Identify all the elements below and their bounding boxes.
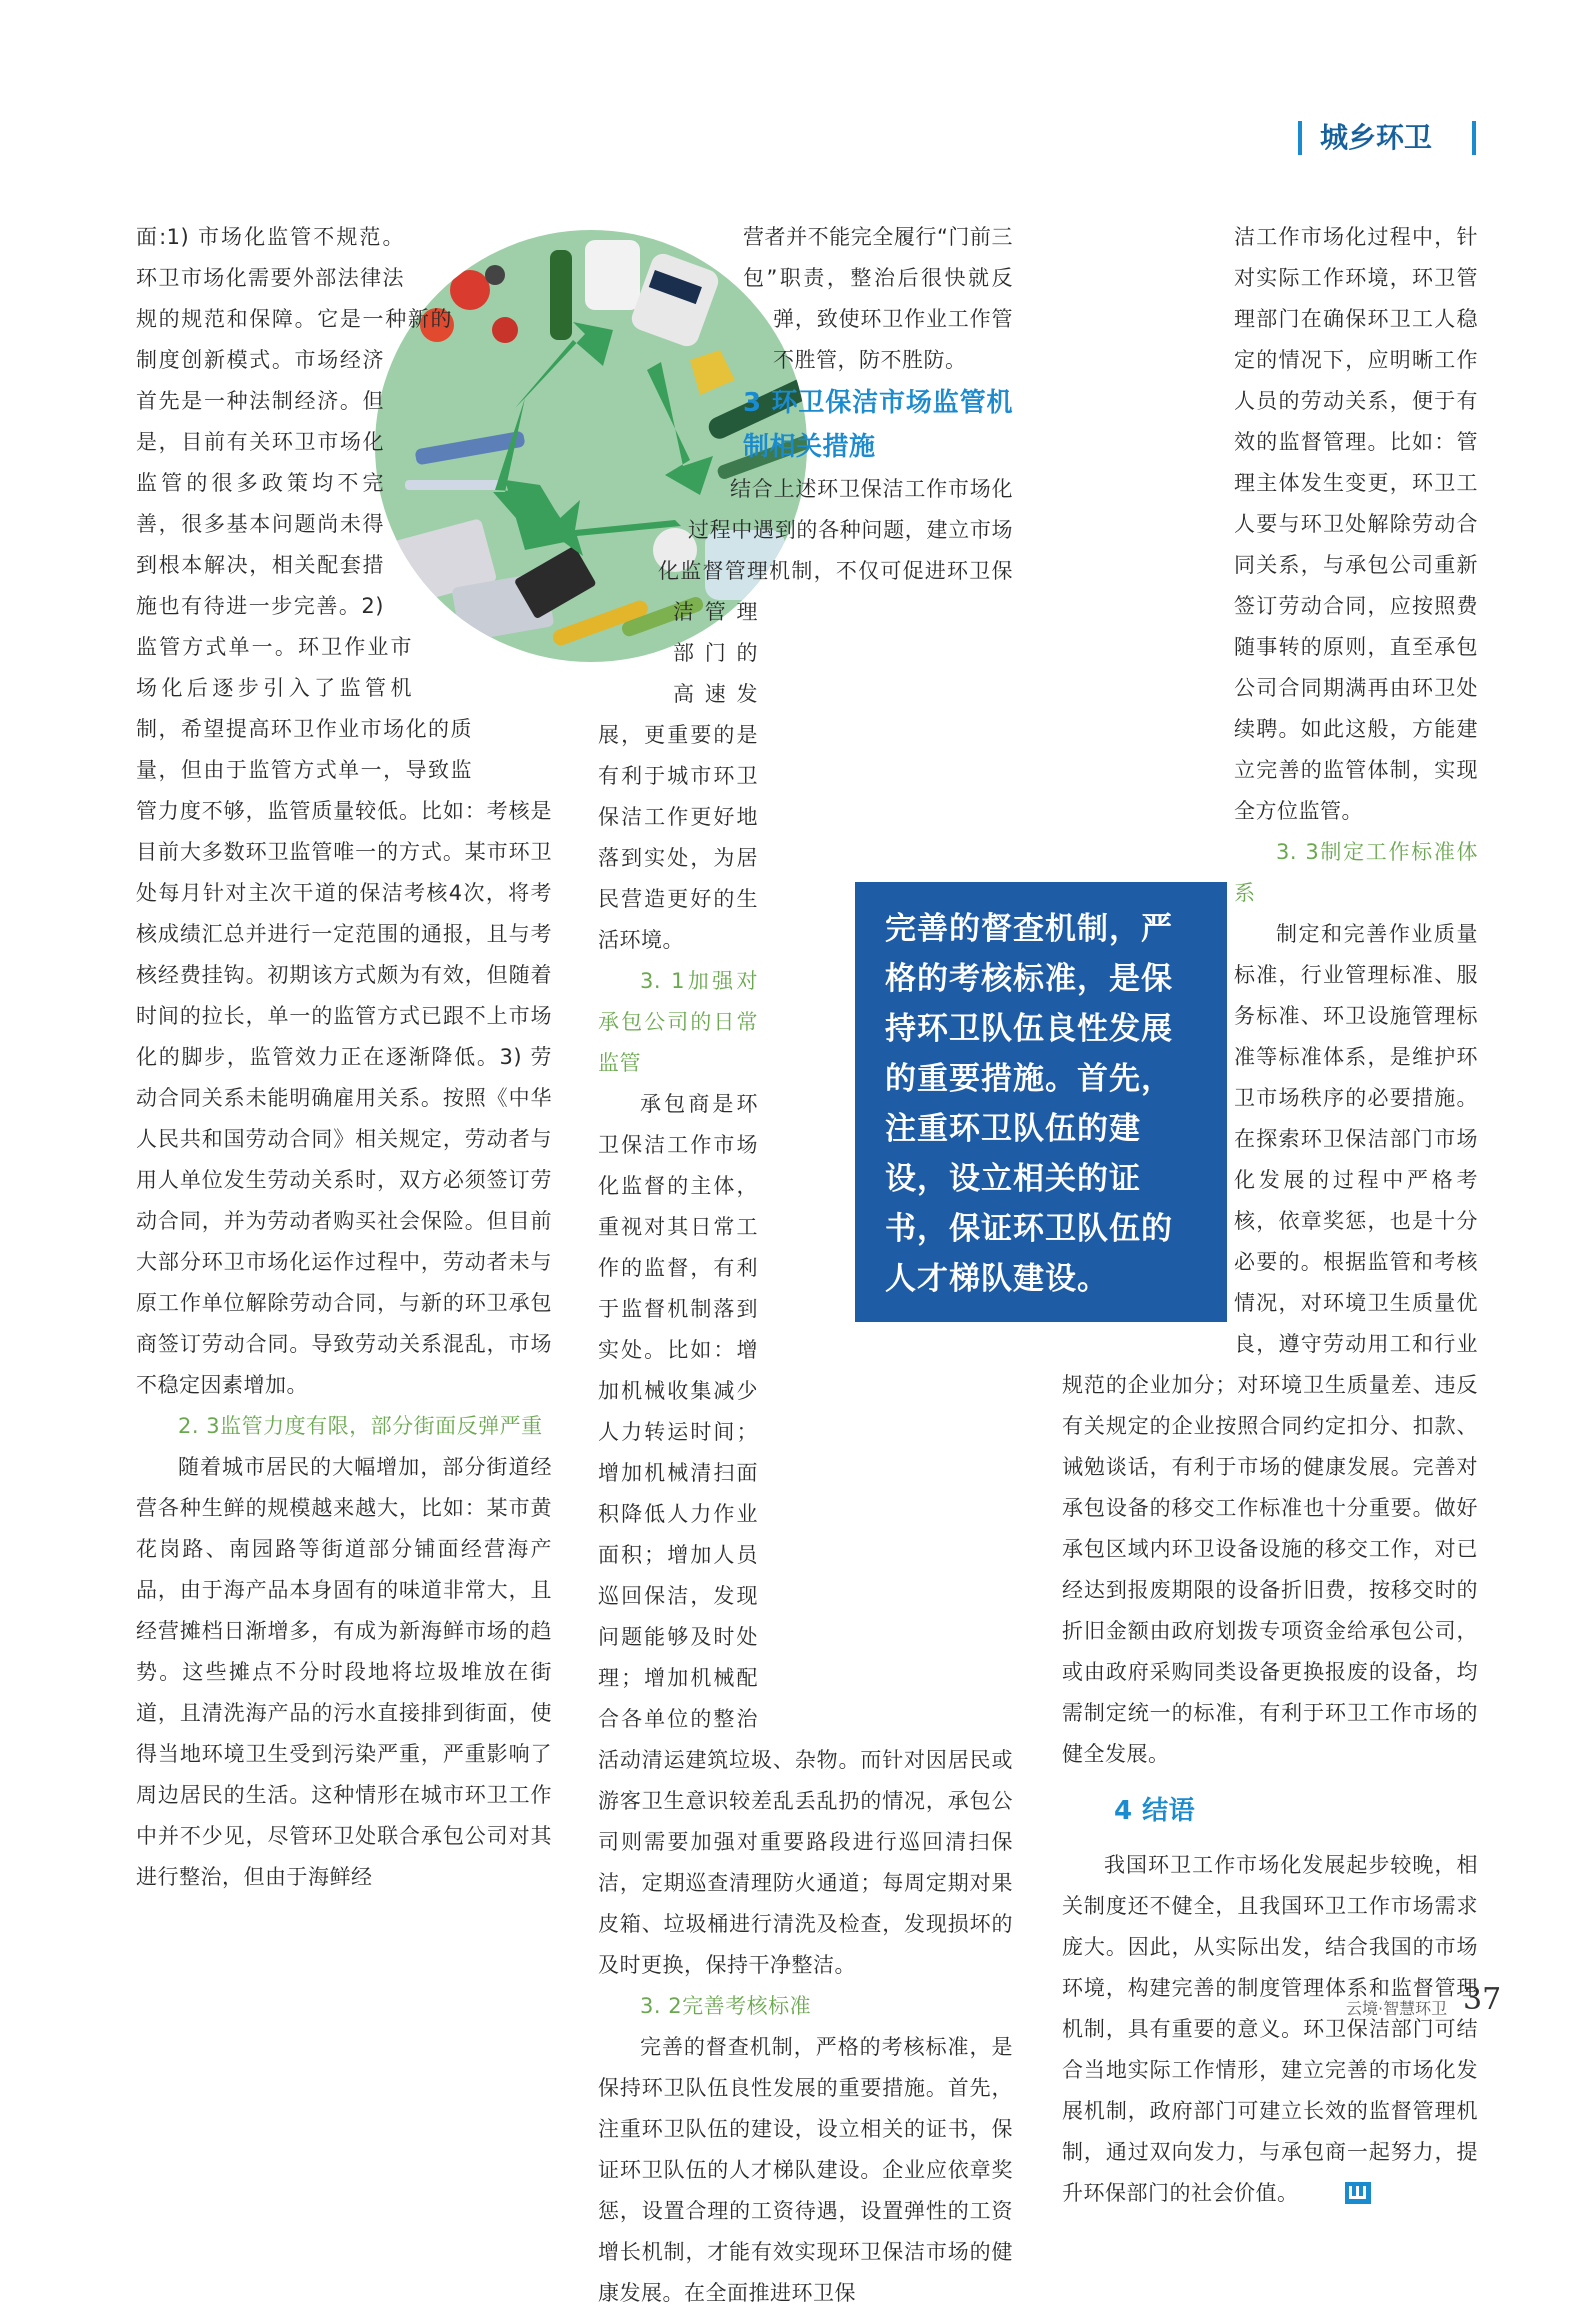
heading-2-3: 2. 3监管力度有限，部分街面反弹严重 — [178, 1414, 543, 1438]
col2-paragraph-2: 承包商是环卫保洁工作市场化监督的主体，重视对其日常工作的监督，有利于监督机制落到实处。比如：增加机械收集减少人力转运时间；增加机械清扫面积降低人力作业面积；增加人员巡回保洁，发现问题能够及时处理；增加机械配合各单位的整治活动清运建筑垃圾、杂物。而针对因居民或游客卫生意识较差乱丢乱扔的情况，承包公司则需要加强对重要路段进行巡回清扫保洁，定期巡查清理防火通道；每周定期对果皮箱、垃圾桶进行清洗及检查，发现损坏的及时更换，保持干净整洁。 — [598, 1092, 1013, 1977]
col1-paragraph-2: 随着城市居民的大幅增加，部分街道经营各种生鲜的规模越来越大，比如：某市黄花岗路、南园路等街道部分铺面经营海产品，由于海产品本身固有的味道非常大，且经营摊档日渐增多，有成为新海鲜市场的趋势。这些摊点不分时段地将垃圾堆放在街道，且清洗海产品的污水直接排到街面，使得当地环境卫生受到污染严重，严重影响了周边居民的生活。这种情形在城市环卫工作中并不少见，尽管环卫处联合承包公司对其进行整治，但由于海鲜经 — [136, 1455, 552, 1889]
col3-paragraph-2: 我国环卫工作市场化发展起步较晚，相关制度还不健全，且我国环卫工作市场需求庞大。因此，从实际出发，结合我国的市场环境，构建完善的制度管理体系和监督管理机制，具有重要的意义。环卫保洁部门可结合当地实际工作情形，建立完善的市场化发展机制，政府部门可建立长效的监督管理机制，通过双向发力，与承包商一起努力，提升环保部门的社会价值。 — [1062, 1845, 1478, 2218]
heading-3-3: 3. 3制定工作标准体系 — [1234, 840, 1478, 905]
col3-paragraph-0: 洁工作市场化过程中，针对实际工作环境，环卫管理部门在确保环卫工人稳定的情况下，应明晰工作人员的劳动关系，便于有效的监督管理。比如：管理主体发生变更，环卫工人要与环卫处解除劳动合同关系，与承包公司重新签订劳动合同，应按照费随事转的原则，直至承包公司合同期满再由环卫处续聘。如此这般，方能建立完善的监管体制，实现全方位监管。 — [1234, 225, 1478, 823]
col2-paragraph-1: 结合上述环卫保洁工作市场化过程中遇到的各种问题，建立市场化监督管理机制，不仅可促进环卫保洁管理部门的高速发展，更重要的是有利于城市环卫保洁工作更好地落到实处，为居民营造更好的生活环境。 — [598, 477, 1013, 952]
heading-3-2: 3. 2完善考核标准 — [640, 1994, 812, 2018]
column-3 — [1062, 217, 1478, 2218]
pull-quote: 完善的督查机制，严格的考核标准，是保持环卫队伍良性发展的重要措施。首先，注重环卫队伍的建设，设立相关的证书，保证环卫队伍的人才梯队建设。 — [855, 882, 1227, 1322]
section-title: 城乡环卫 — [1320, 121, 1433, 154]
heading-3: 3 环卫保洁市场监管机制相关措施 — [743, 388, 1013, 462]
page-footer — [1346, 1982, 1506, 2026]
col1-paragraph-1: 面:1) 市场化监管不规范。环卫市场化需要外部法律法规的规范和保障。它是一种新的制度创新模式。市场经济首先是一种法制经济。但是，目前有关环卫市场化监管的很多政策均不完善，很多基本问题尚未得到根本解决，相关配套措施也有待进一步完善。2) 监管方式单一。环卫作业市场化后逐步引入了监管机制，希望提高环卫作业市场化的质量，但由于监管方式单一，导致监管力度不够，监管质量较低。比如：考核是目前大多数环卫监管唯一的方式。某市环卫处每月针对主次干道的保洁考核4次，将考核成绩汇总并进行一定范围的通报，且与考核经费挂钩。初期该方式颇为有效，但随着时间的拉长，单一的监管方式已跟不上市场化的脚步，监管效力正在逐渐降低。3) 劳动合同关系未能明确雇用关系。按照《中华人民共和国劳动合同》相关规定，劳动者与用人单位发生劳动关系时，双方必须签订劳动合同，并为劳动者购买社会保险。但目前大部分环卫市场化运作过程中，劳动者未与原工作单位解除劳动合同，与新的环卫承包商签订劳动合同。导致劳动关系混乱，市场不稳定因素增加。 — [136, 225, 552, 1397]
column-1 — [136, 217, 552, 1898]
col3-paragraph-1: 制定和完善作业质量标准，行业管理标准、服务标准、环卫设施管理标准等标准体系，是维护环卫市场秩序的必要措施。在探索环卫保洁部门市场化发展的过程中严格考核，依章奖惩，也是十分必要的。根据监管和考核情况，对环境卫生质量优良，遵守劳动用工和行业规范的企业加分；对环境卫生质量差、违反有关规定的企业按照合同约定扣分、扣款、诫勉谈话，有利于市场的健康发展。完善对承包设备的移交工作标准也十分重要。做好承包区域内环卫设备设施的移交工作，对已经达到报废期限的设备折旧费，按移交时的折旧金额由政府划拨专项资金给承包公司，或由政府采购同类设备更换报废的设备，均需制定统一的标准，有利于环卫工作市场的健全发展。 — [1062, 922, 1478, 1766]
heading-4: 4 结语 — [1114, 1796, 1196, 1826]
col2-paragraph-3: 完善的督查机制，严格的考核标准，是保持环卫队伍良性发展的重要措施。首先，注重环卫队伍的建设，设立相关的证书，保证环卫队伍的人才梯队建设。企业应依章奖惩，设置合理的工资待遇，设置弹性的工资增长机制，才能有效实现环卫保洁市场的健康发展。在全面推进环卫保 — [598, 2035, 1013, 2305]
heading-3-1: 3. 1加强对承包公司的日常监管 — [598, 969, 758, 1075]
page-number: 37 — [1463, 1982, 1502, 2017]
col2-paragraph-0: 营者并不能完全履行“门前三包”职责，整治后很快就反弹，致使环卫作业工作管不胜管，防不胜防。 — [743, 225, 1013, 372]
magazine-name: 云境·智慧环卫 — [1346, 1999, 1448, 2018]
header-bar-right — [1472, 121, 1476, 155]
end-mark-icon — [1303, 2177, 1371, 2218]
